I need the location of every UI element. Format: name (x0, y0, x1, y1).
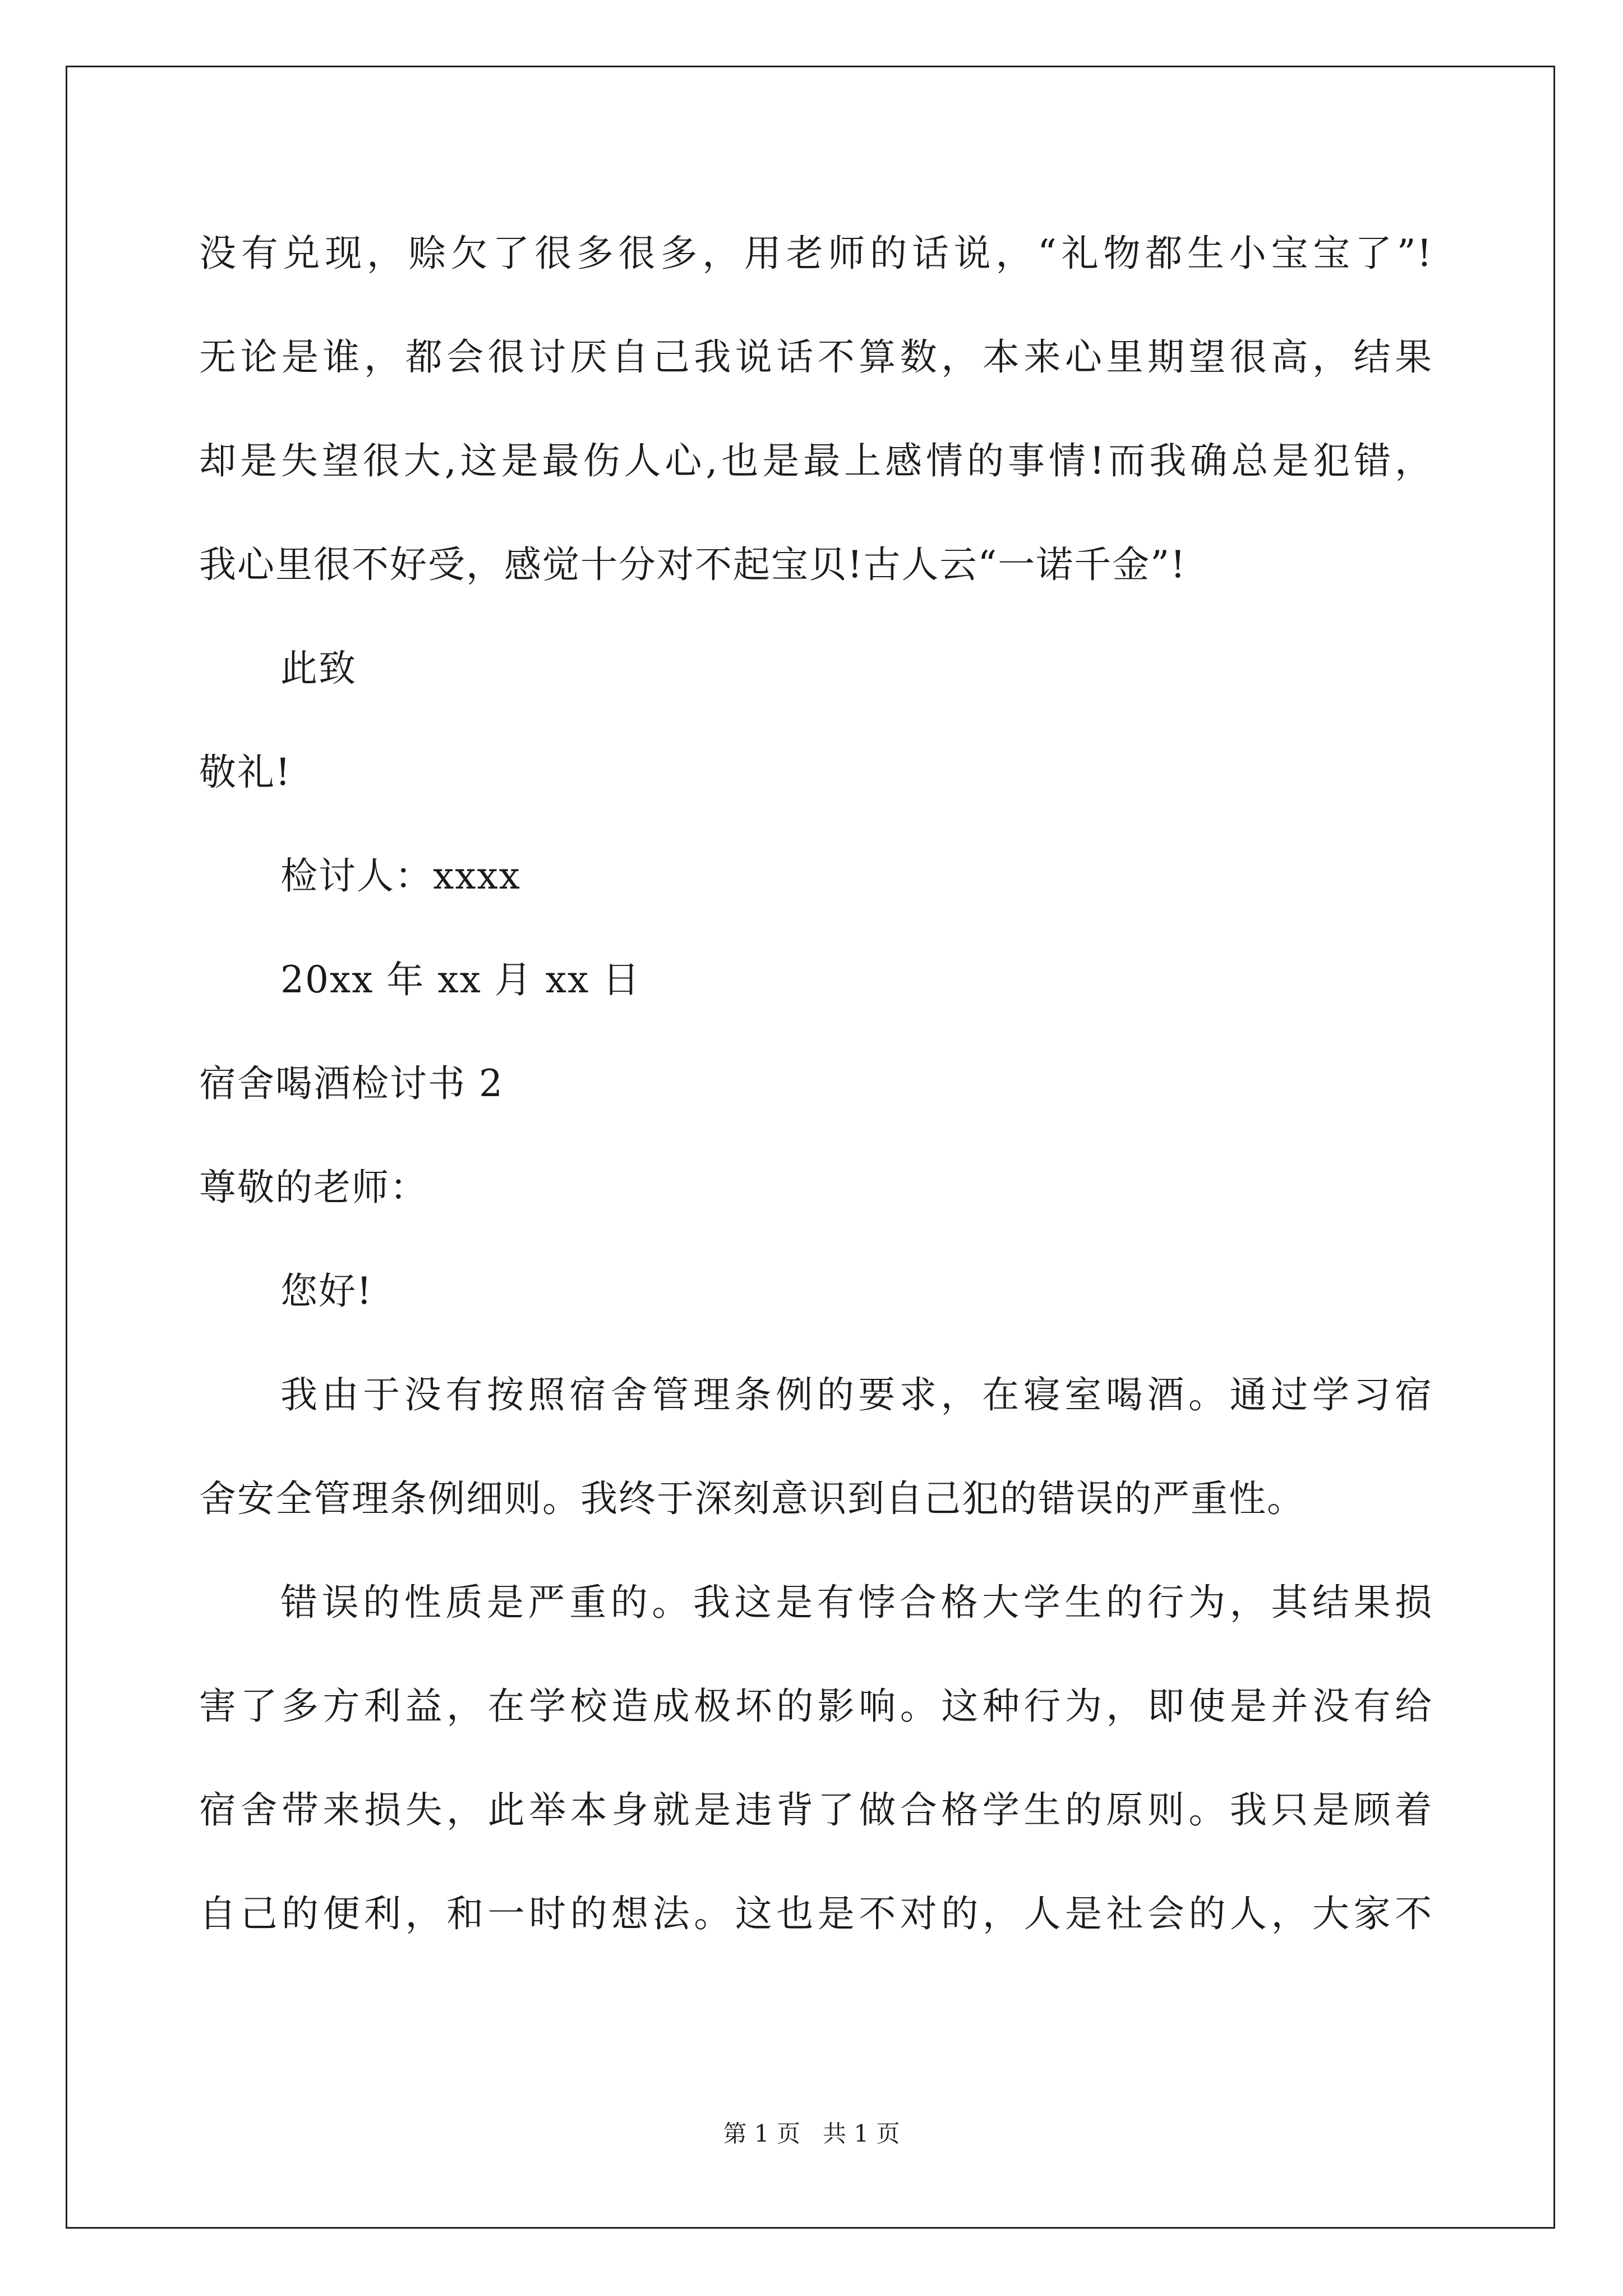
body-line: 却是失望很大,这是最伤人心,也是最上感情的事情!而我确总是犯错， (199, 439, 1433, 482)
signature-line: 检讨人：xxxx (280, 854, 521, 898)
body-line: 舍安全管理条例细则。我终于深刻意识到自己犯的错误的严重性。 (199, 1477, 1305, 1520)
body-line: 害了多方利益，在学校造成极坏的影响。这种行为，即使是并没有给 (199, 1685, 1433, 1728)
body-line: 错误的性质是严重的。我这是有悖合格大学生的行为，其结果损 (280, 1581, 1433, 1624)
page-footer: 第 1 页 共 1 页 (723, 2120, 900, 2147)
closing-salutation: 此致 (280, 647, 357, 690)
body-line: 没有兑现，赊欠了很多很多，用老师的话说，“礼物都生小宝宝了”! (199, 232, 1433, 275)
body-line: 我由于没有按照宿舍管理条例的要求，在寝室喝酒。通过学习宿 (280, 1373, 1433, 1416)
section-title: 宿舍喝酒检讨书 2 (199, 1062, 504, 1105)
greeting-hello: 您好! (280, 1269, 373, 1313)
body-line: 我心里很不好受，感觉十分对不起宝贝!古人云“一诺千金”! (199, 543, 1187, 586)
date-line: 20xx 年 xx 月 xx 日 (280, 958, 641, 1001)
body-line: 宿舍带来损失，此举本身就是违背了做合格学生的原则。我只是顾着 (199, 1788, 1433, 1832)
closing-regards: 敬礼! (199, 751, 292, 794)
body-line: 无论是谁，都会很讨厌自己我说话不算数，本来心里期望很高，结果 (199, 335, 1433, 379)
greeting: 尊敬的老师： (199, 1166, 428, 1209)
body-line: 自己的便利，和一时的想法。这也是不对的，人是社会的人，大家不 (199, 1892, 1433, 1935)
